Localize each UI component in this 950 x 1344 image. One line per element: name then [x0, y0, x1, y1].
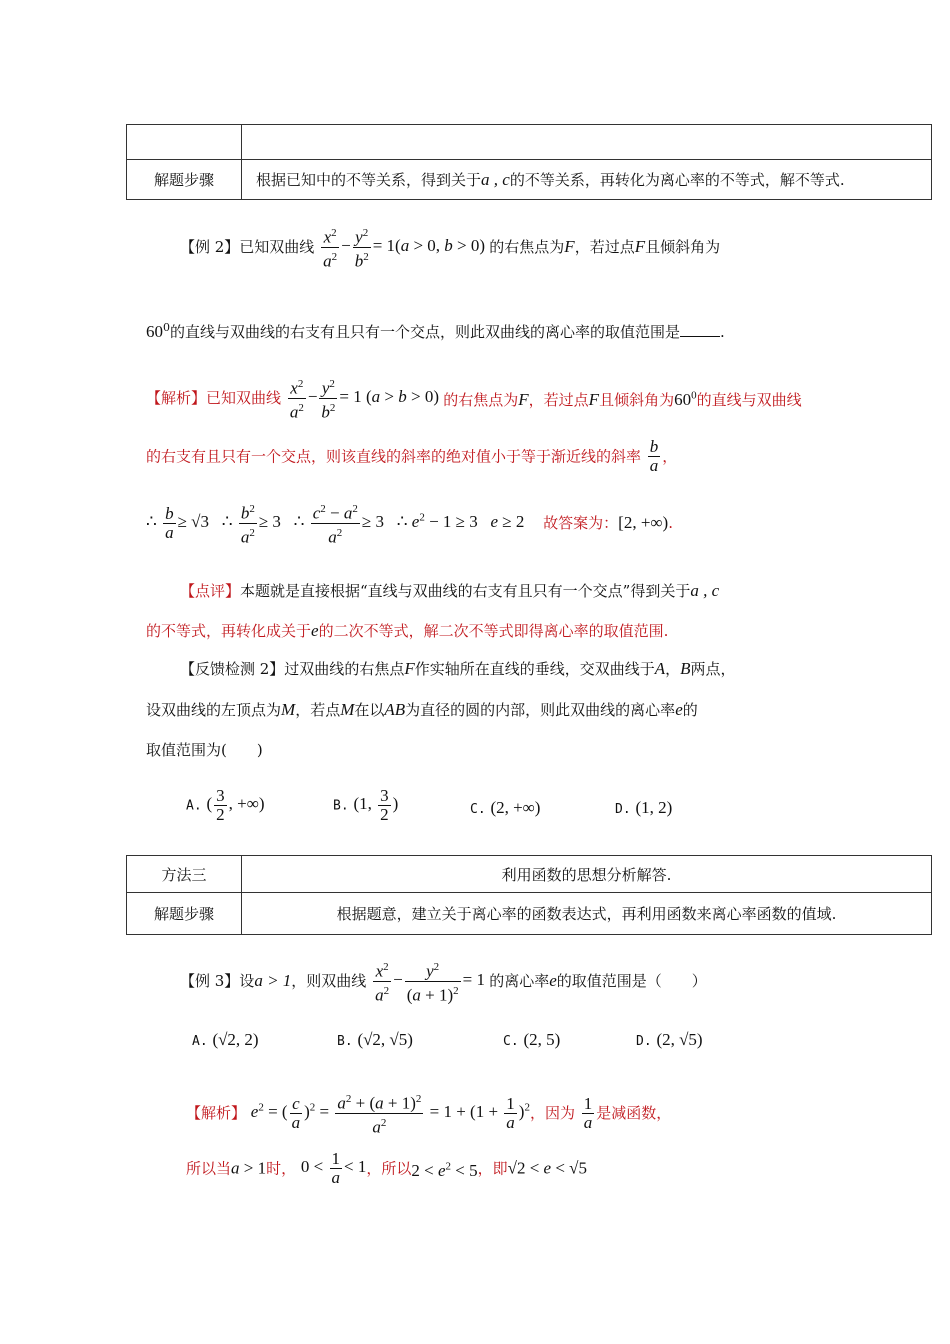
table2-r1-left: 方法三 — [127, 856, 242, 893]
solution2-line2: 的右支有且只有一个交点，则该直线的斜率的绝对值小于等于渐近线的斜率 $\frac{b}{a}$ ， — [146, 437, 678, 475]
comment2-line1: 【点评】本题就是直接根据“直线与双曲线的右支有且只有一个交点”得到关于a , c — [180, 581, 720, 600]
table1-r1-left — [127, 125, 242, 160]
feedback2-option-b[interactable]: B. (1, $\frac{3}{2}$ ) — [333, 786, 399, 824]
feedback2-line2: 设双曲线的左顶点为M，若点M在以AB为直径的圆的内部，则此双曲线的离心率e的 — [146, 700, 698, 719]
example3-option-d[interactable]: D. (2, √5) — [636, 1030, 703, 1049]
example2-line2: $60^0$的直线与双曲线的右支有且只有一个交点，则此双曲线的离心率的取值范围是 . — [146, 321, 725, 341]
example3-equation: $\frac{x^2}{a^2}$ − $\frac{y^2}{(a + 1)^2}$ = 1 — [375, 961, 490, 1005]
hyperbola-equation: $\frac{x^2}{a^2}$ − $\frac{y^2}{b^2}$ = 1(a > 0, b > 0) — [323, 227, 490, 271]
solution3-line1: 【解析】 $e^2$ = ( $\frac{c}{a}$ )$^2$ = $\frac{a^2 + (a + 1)^2}{a^2}$ = 1 + (1 + $\frac{1}{a}$ )$^2$，因为 $\frac{1}{a}$ 是减函数， — [186, 1093, 672, 1137]
solution2-line1: 【解析】已知双曲线 $\frac{x^2}{a^2}$ − $\frac{y^2}{b^2}$ = 1 (a > b > 0) 的右焦点为F，若过点F且倾斜角为$60^0$的直线与双曲线 — [146, 378, 802, 422]
feedback2-option-a[interactable]: A. ( $\frac{3}{2}$ , +∞) — [186, 786, 265, 824]
feedback2-line1: 【反馈检测 2】过双曲线的右焦点F作实轴所在直线的垂线，交双曲线于A，B两点， — [180, 659, 736, 678]
table1-r2-right: 根据已知中的不等关系，得到关于a , c的不等关系，再转化为离心率的不等式，解不等式. — [242, 160, 932, 200]
example2-line1: 【例 2】已知双曲线 $\frac{x^2}{a^2}$ − $\frac{y^2}{b^2}$ = 1(a > 0, b > 0) 的右焦点为F，若过点F且倾斜角为 — [180, 227, 721, 271]
feedback2-line3: 取值范围为( ) — [146, 741, 263, 759]
example3-line1: 【例 3】设a > 1，则双曲线 $\frac{x^2}{a^2}$ − $\frac{y^2}{(a + 1)^2}$ = 1 的离心率e的取值范围是（ ） — [180, 961, 707, 1005]
method-table-3 — [126, 855, 932, 935]
example3-option-a[interactable]: A. (√2, 2) — [192, 1030, 259, 1049]
example3-option-b[interactable]: B. (√2, √5) — [337, 1030, 413, 1049]
feedback2-option-c[interactable]: C. (2, +∞) — [470, 798, 541, 817]
table1-r1-right — [242, 125, 932, 160]
solution2-line3: ∴ $\frac{b}{a}$ ≥ √3 ∴ $\frac{b^2}{a^2}$ ≥ 3 ∴ $\frac{c^2 - a^2}{a^2}$ ≥ 3 ∴ $e^2 - 1 \ge 3$ e ≥ 2 故答案为：[2, +∞). — [146, 503, 673, 547]
method-table-1 — [126, 124, 932, 200]
answer-blank — [680, 322, 720, 337]
comment2-line2: 的不等式，再转化成关于e的二次不等式，解二次不等式即得离心率的取值范围. — [146, 621, 669, 640]
table2-r1-right: 利用函数的思想分析解答. — [242, 856, 932, 893]
solution3-line2: 所以当a > 1时， 0 < $\frac{1}{a}$ < 1，所以$2 < e^2 < 5$，即√2 < e < √5 — [186, 1149, 587, 1187]
table2-r2-left: 解题步骤 — [127, 893, 242, 935]
table2-r2-right: 根据题意，建立关于离心率的函数表达式，再利用函数来离心率函数的值域. — [242, 893, 932, 935]
feedback2-option-d[interactable]: D. (1, 2) — [615, 798, 673, 817]
example3-option-c[interactable]: C. (2, 5) — [503, 1030, 561, 1049]
table1-r2-left: 解题步骤 — [127, 160, 242, 200]
